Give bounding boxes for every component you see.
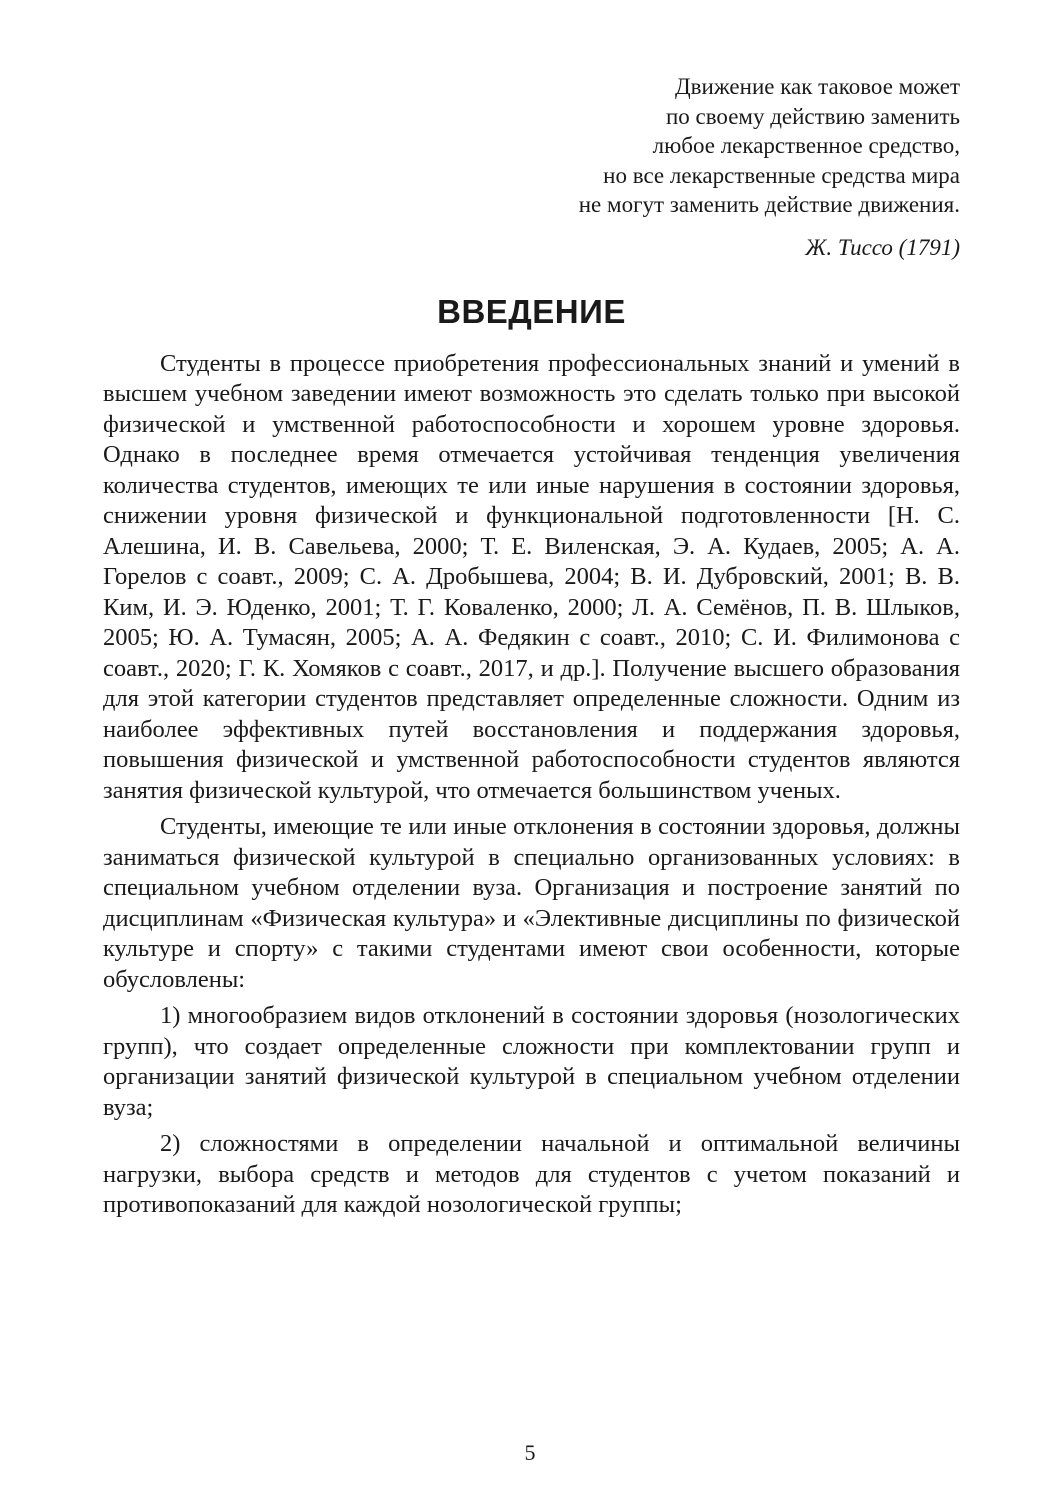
- epigraph-author: Ж. Тиссо: [805, 234, 893, 260]
- epigraph-line: по своему действию заменить: [665, 103, 960, 129]
- epigraph-line: не могут заменить действие движения.: [578, 192, 960, 218]
- section-heading: ВВЕДЕНИЕ: [437, 292, 626, 330]
- list-item: 2) сложностями в определении начальной и оптимальной величины нагрузки, выбора средств и методов для студентов с учетом показаний и противопоказаний для каждой нозологической группы;: [103, 1130, 960, 1219]
- epigraph-attribution: [103, 234, 960, 262]
- epigraph: [103, 72, 960, 220]
- epigraph-line: Движение как таковое может: [674, 74, 960, 99]
- paragraph: Студенты, имеющие те или иные отклонения в состоянии здоровья, должны заниматься физической культурой в специально организованных условиях: в специальном учебном отделении вуза. Организация и построение занятий по дисциплинам «Физическая культура» и «Элективные дисциплины по физической культуре и спорту» с такими студентами имеют свои особенности, которые обусловлены:: [103, 813, 960, 993]
- paragraph: Студенты в процессе приобретения профессиональных знаний и умений в высшем учебном заведении имеют возможность это сделать только при высокой физической и умственной работоспособности и хорошем уровне здоровья. Однако в последнее время отмечается устойчивая тенденция увеличения количества студентов, имеющих те или иные нарушения в состоянии здоровья, снижении уровня физической и функциональной подготовленности [Н. С. Алешина, И. В. Савельева, 2000; Т. Е. Виленская, Э. А. Кудаев, 2005; А. А. Горелов с соавт., 2009; С. А. Дробышева, 2004; В. И. Дубровский, 2001; В. В. Ким, И. Э. Юденко, 2001; Т. Г. Коваленко, 2000; Л. А. Семёнов, П. В. Шлыков, 2005; Ю. А. Тумасян, 2005; А. А. Федякин с соавт., 2010; С. И. Филимонова с соавт., 2020; Г. К. Хомяков с соавт., 2017, и др.]. Получение высшего образования для этой категории студентов представляет определенные сложности. Одним из наиболее эффективных путей восстановления и поддержания здоровья, повышения физической и умственной работоспособности студентов являются занятия физической культурой, что отмечается большинством ученых.: [103, 349, 960, 804]
- epigraph-line: но все лекарственные средства мира: [603, 162, 960, 188]
- epigraph-year: (1791): [898, 234, 960, 260]
- epigraph-line: любое лекарственное средство,: [652, 133, 960, 159]
- page-number: 5: [524, 1440, 536, 1465]
- body-text: [103, 349, 960, 1221]
- list-item: 1) многообразием видов отклонений в состоянии здоровья (нозологических групп), что создает определенные сложности при комплектовании групп и организации занятий физической культурой в специальном учебном отделении вуза;: [103, 1002, 960, 1121]
- page-content: [103, 72, 960, 1221]
